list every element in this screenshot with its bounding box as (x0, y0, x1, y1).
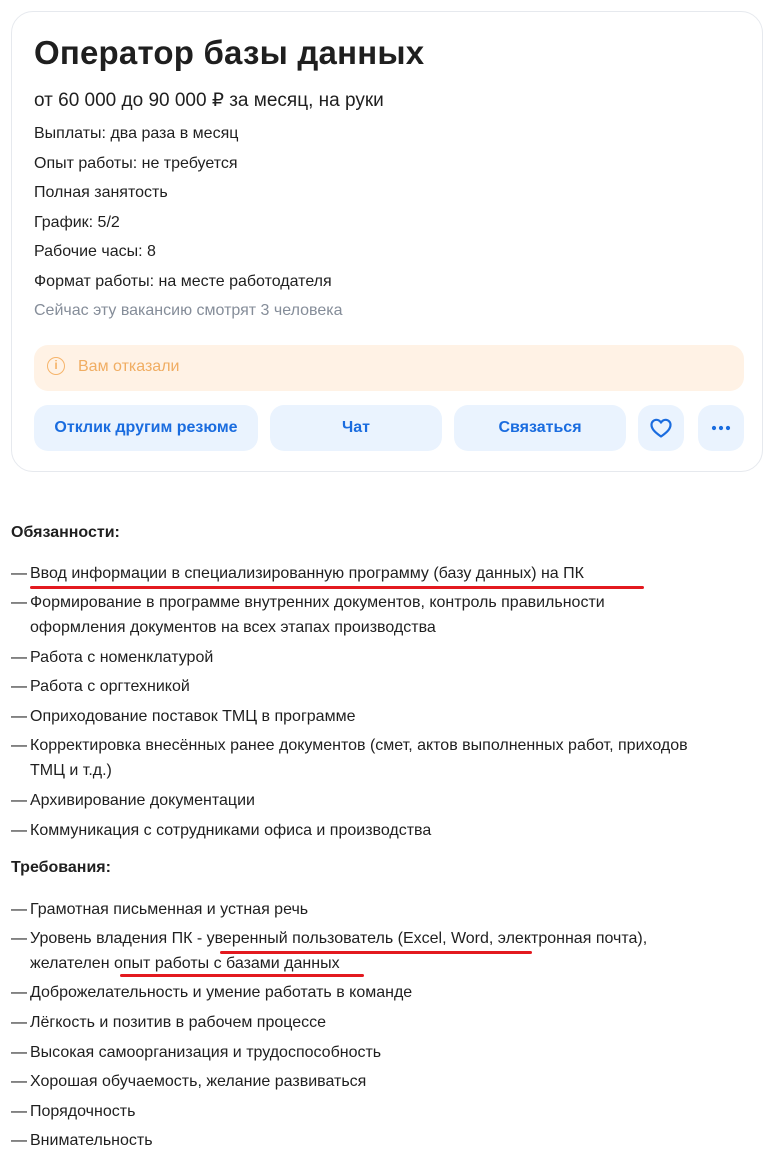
list-item-continuation: оформления документов на всех этапах производства (30, 619, 436, 636)
list-item: — Формирование в программе внутренних документов, контроль правильности (11, 594, 605, 611)
list-item: — Корректировка внесённых ранее документов (смет, актов выполненных работ, приходов (11, 737, 688, 754)
hours-info: Рабочие часы: 8 (34, 243, 156, 260)
list-item: — Оприходование поставок ТМЦ в программе (11, 708, 356, 725)
requirements-title: Требования: (11, 859, 111, 876)
list-item: — Работа с номенклатурой (11, 649, 214, 666)
heart-icon (649, 416, 673, 440)
red-underline-annotation (120, 974, 364, 977)
viewers-count: Сейчас эту вакансию смотрят 3 человека (34, 302, 343, 319)
list-item: — Хорошая обучаемость, желание развиваться (11, 1073, 367, 1090)
payouts-info: Выплаты: два раза в месяц (34, 125, 239, 142)
red-underline-annotation (30, 586, 644, 589)
rejection-alert (34, 345, 744, 391)
list-item: — Порядочность (11, 1103, 136, 1120)
list-item: — Ввод информации в специализированную программу (базу данных) на ПК (11, 565, 584, 582)
respond-other-resume-button[interactable]: Отклик другим резюме (34, 405, 258, 451)
more-dots-icon (709, 416, 733, 440)
list-item: — Доброжелательность и умение работать в команде (11, 984, 413, 1001)
vacancy-salary: от 60 000 до 90 000 ₽ за месяц, на руки (34, 90, 384, 111)
schedule-info: График: 5/2 (34, 214, 120, 231)
list-item-continuation: желателен опыт работы с базами данных (30, 955, 340, 972)
more-button[interactable] (698, 405, 744, 451)
vacancy-card (11, 11, 763, 472)
list-item: — Грамотная письменная и устная речь (11, 901, 309, 918)
employment-info: Полная занятость (34, 184, 168, 201)
vacancy-title: Оператор базы данных (34, 34, 425, 71)
rejection-text: Вам отказали (78, 358, 180, 375)
list-item-continuation: ТМЦ и т.д.) (30, 762, 112, 779)
favorite-button[interactable] (638, 405, 684, 451)
work-format-info: Формат работы: на месте работодателя (34, 273, 332, 290)
experience-info: Опыт работы: не требуется (34, 155, 238, 172)
list-item: — Уровень владения ПК - уверенный пользователь (Excel, Word, электронная почта), (11, 930, 648, 947)
list-item: — Коммуникация с сотрудниками офиса и производства (11, 822, 432, 839)
list-item: — Лёгкость и позитив в рабочем процессе (11, 1014, 327, 1031)
list-item: — Архивирование документации (11, 792, 255, 809)
list-item: — Внимательность (11, 1132, 153, 1149)
list-item: — Работа с оргтехникой (11, 678, 190, 695)
list-item: — Высокая самоорганизация и трудоспособность (11, 1044, 382, 1061)
info-icon: i (47, 357, 65, 375)
chat-button[interactable]: Чат (270, 405, 442, 451)
contact-button[interactable]: Связаться (454, 405, 626, 451)
duties-title: Обязанности: (11, 524, 120, 541)
